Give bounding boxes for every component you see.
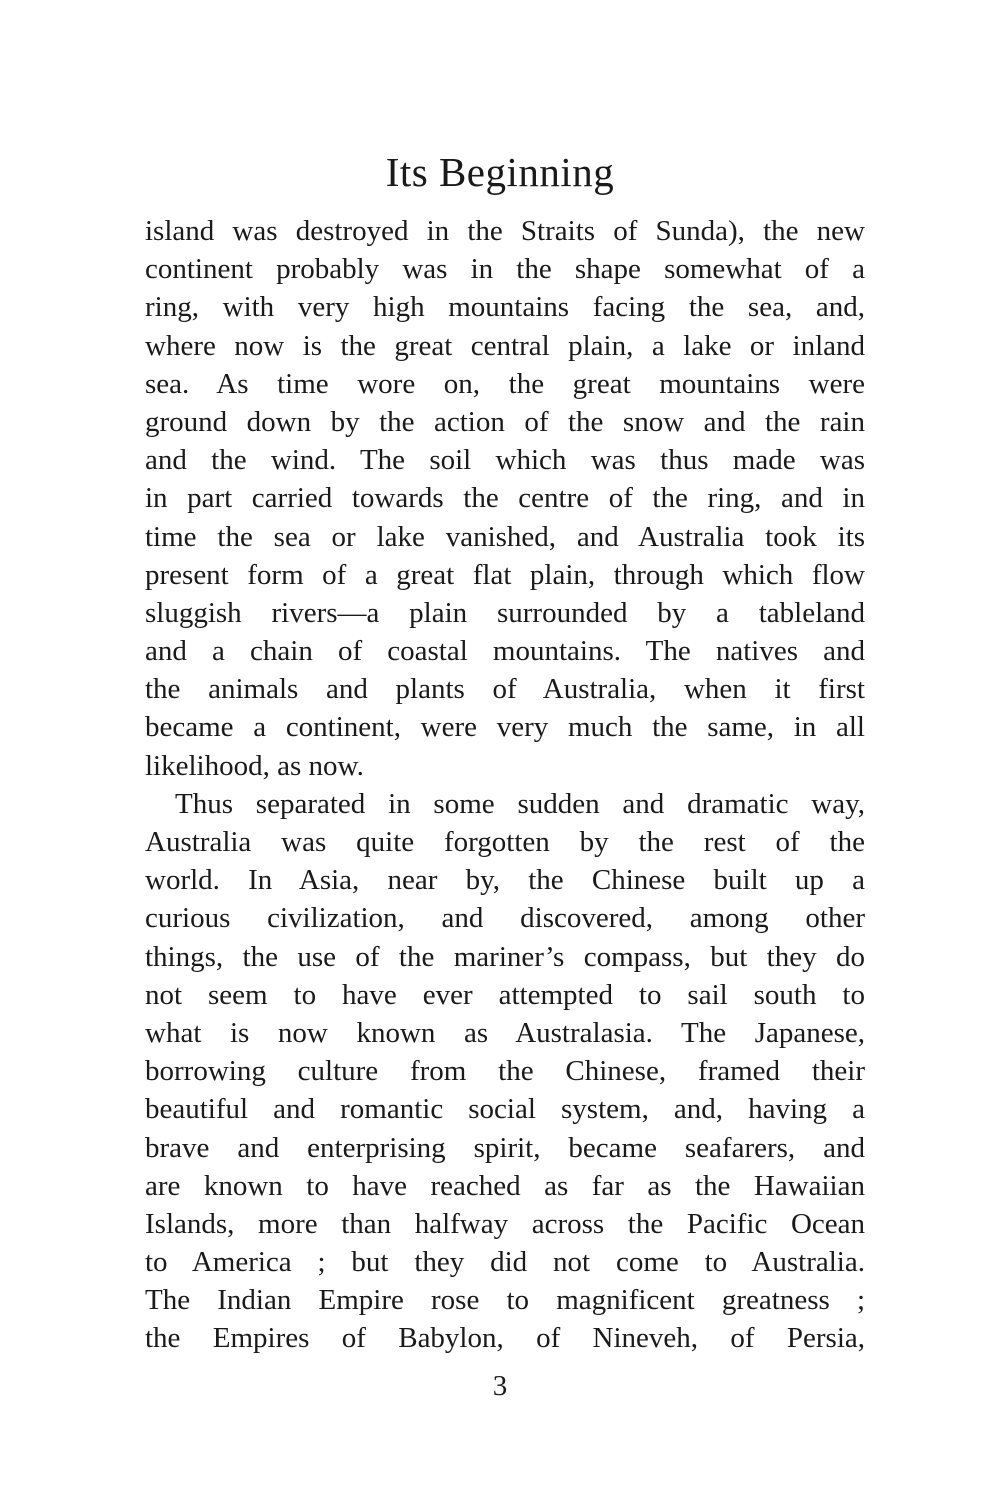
text-line: what is now known as Australasia. The Japanese, [145,1016,865,1049]
text-line: present form of a great flat plain, through which flow [145,558,865,591]
text-line: became a continent, were very much the same, in all [145,711,865,744]
text-line: ground down by the action of the snow and the rain [145,405,865,438]
text-line: ring, with very high mountains facing the sea, and, [145,291,865,324]
text-line: the Empires of Babylon, of Nineveh, of Persia, [145,1322,865,1355]
text-line: borrowing culture from the Chinese, framed their [145,1055,865,1088]
text-line: and a chain of coastal mountains. The natives and [145,635,865,668]
paragraph [145,785,865,1358]
text-line: not seem to have ever attempted to sail south to [145,978,865,1011]
paragraph [145,212,865,785]
body-text [145,212,865,1358]
text-line: brave and enterprising spirit, became seafarers, and [145,1131,865,1164]
text-line: likelihood, as now. [145,749,364,782]
text-line: island was destroyed in the Straits of Sunda), the new [145,215,865,247]
text-line: and the wind. The soil which was thus made was [145,444,865,477]
text-line: Islands, more than halfway across the Pacific Ocean [145,1207,865,1240]
text-line: Australia was quite forgotten by the rest of the [145,826,865,858]
text-line: are known to have reached as far as the Hawaiian [145,1169,865,1202]
text-line: the animals and plants of Australia, when it first [145,673,865,706]
text-line: in part carried towards the centre of the ring, and in [145,482,865,515]
text-line: to America ; but they did not come to Australia. [145,1246,865,1279]
text-line: curious civilization, and discovered, among other [145,902,865,935]
text-line: time the sea or lake vanished, and Australia took its [145,520,865,553]
running-head: Its Beginning [385,149,615,195]
text-line: Thus separated in some sudden and dramatic way, [175,787,865,820]
text-line: The Indian Empire rose to magnificent greatness ; [145,1284,865,1317]
text-line: continent probably was in the shape somewhat of a [145,253,865,286]
text-line: beautiful and romantic social system, and, having a [145,1093,865,1126]
text-line: world. In Asia, near by, the Chinese built up a [145,864,865,897]
text-line: sluggish rivers—a plain surrounded by a tableland [145,596,865,629]
text-line: where now is the great central plain, a lake or inland [145,329,865,362]
text-line: things, the use of the mariner’s compass, but they do [145,940,865,973]
text-line: sea. As time wore on, the great mountains were [145,367,865,400]
page-number: 3 [492,1370,508,1402]
